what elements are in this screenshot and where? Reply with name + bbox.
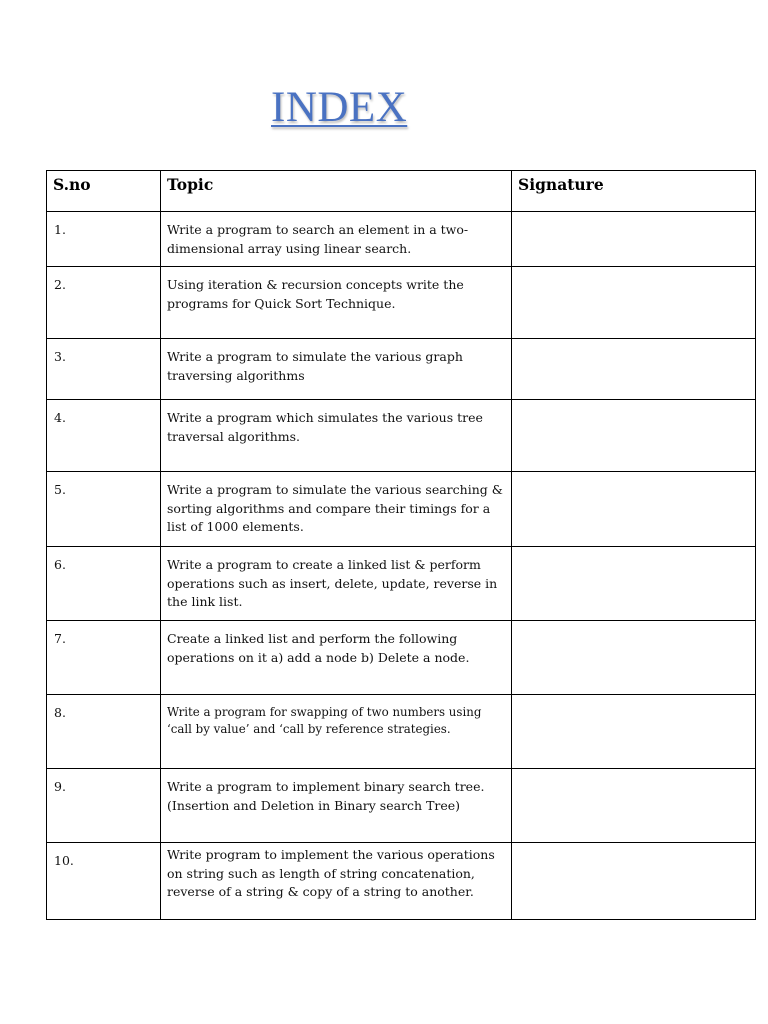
row-topic: Create a linked list and perform the following operations on it a) add a node b) Delete a node.: [161, 621, 512, 695]
row-signature: [512, 547, 756, 621]
row-signature: [512, 843, 756, 920]
row-signature: [512, 769, 756, 843]
row-topic: Write a program for swapping of two numbers using ‘call by value’ and ‘call by reference strategies.: [161, 695, 512, 769]
row-signature: [512, 472, 756, 547]
row-topic: Write a program to simulate the various searching & sorting algorithms and compare their timings for a list of 1000 elements.: [161, 472, 512, 547]
row-signature: [512, 400, 756, 472]
row-topic: Write a program to create a linked list & perform operations such as insert, delete, update, reverse in the link list.: [161, 547, 512, 621]
row-topic: Write program to implement the various operations on string such as length of string concatenation, reverse of a string & copy of a string to another.: [161, 843, 512, 920]
table-row: [47, 472, 756, 547]
table-row: [47, 212, 756, 267]
header-topic: Topic: [161, 171, 512, 212]
row-sno: 8.: [47, 695, 161, 769]
table-header-row: [47, 171, 756, 212]
row-topic: Write a program to simulate the various graph traversing algorithms: [161, 339, 512, 400]
row-sno: 4.: [47, 400, 161, 472]
row-sno: 3.: [47, 339, 161, 400]
table-row: [47, 621, 756, 695]
row-signature: [512, 339, 756, 400]
row-topic: Write a program which simulates the various tree traversal algorithms.: [161, 400, 512, 472]
row-sno: 5.: [47, 472, 161, 547]
table-row: [47, 400, 756, 472]
index-table: [46, 170, 756, 920]
row-signature: [512, 621, 756, 695]
row-signature: [512, 267, 756, 339]
table-row: [47, 843, 756, 920]
table-row: [47, 695, 756, 769]
page-title: INDEX: [271, 84, 408, 131]
row-sno: 9.: [47, 769, 161, 843]
table-row: [47, 769, 756, 843]
row-sno: 10.: [47, 843, 161, 920]
row-topic: Using iteration & recursion concepts write the programs for Quick Sort Technique.: [161, 267, 512, 339]
row-sno: 2.: [47, 267, 161, 339]
table-row: [47, 339, 756, 400]
row-sno: 6.: [47, 547, 161, 621]
row-sno: 7.: [47, 621, 161, 695]
header-sno: S.no: [47, 171, 161, 212]
table-row: [47, 267, 756, 339]
row-signature: [512, 695, 756, 769]
table-row: [47, 547, 756, 621]
row-topic: Write a program to implement binary search tree. (Insertion and Deletion in Binary search Tree): [161, 769, 512, 843]
row-topic: Write a program to search an element in a two-dimensional array using linear search.: [161, 212, 512, 267]
header-signature: Signature: [512, 171, 756, 212]
row-sno: 1.: [47, 212, 161, 267]
row-signature: [512, 212, 756, 267]
